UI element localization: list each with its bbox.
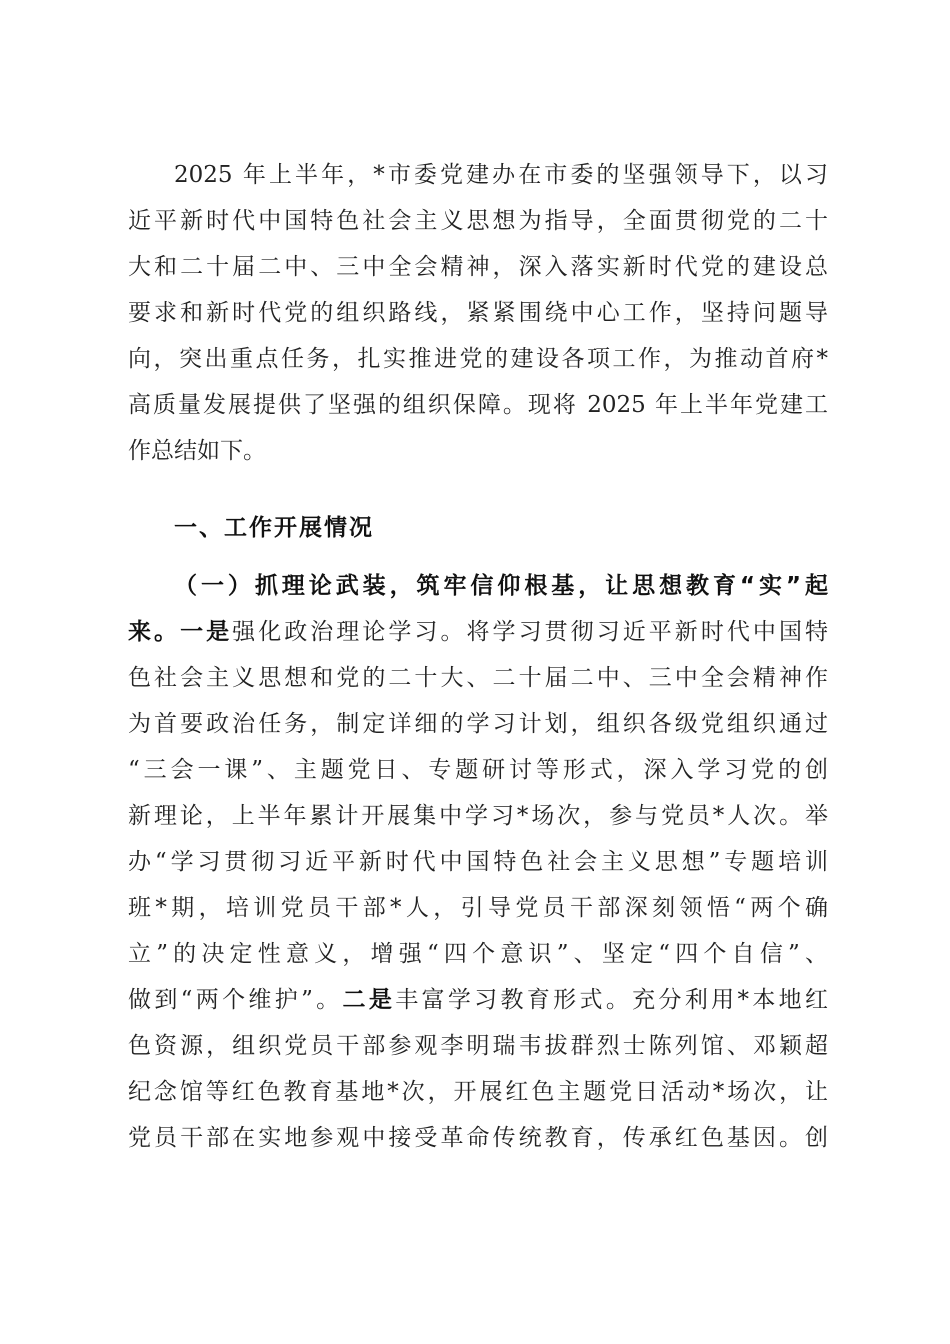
body-line: 办“学习贯彻习近平新时代中国特色社会主义思想”专题培训 xyxy=(128,849,828,875)
body-line: 色社会主义思想和党的二十大、二十届二中、三中全会精神作 xyxy=(128,665,828,691)
body-text: 强化政治理论学习。将学习贯彻习近平新时代中国特 xyxy=(232,619,829,645)
subsection-heading-text: （一）抓理论武装，筑牢信仰根基，让思想教育“实”起 xyxy=(174,573,828,599)
subsection-heading-line xyxy=(174,566,828,606)
intro-line: 高质量发展提供了坚强的组织保障。现将 2025 年上半年党建工 xyxy=(128,392,828,418)
body-line: 为首要政治任务，制定详细的学习计划，组织各级党组织通过 xyxy=(128,711,828,737)
body-line: 纪念馆等红色教育基地*次，开展红色主题党日活动*场次，让 xyxy=(128,1079,828,1105)
body-line: 立”的决定性意义，增强“四个意识”、坚定“四个自信”、 xyxy=(128,941,828,967)
body-text: 做到“两个维护”。 xyxy=(128,987,343,1013)
section-heading: 一、工作开展情况 xyxy=(174,515,374,541)
body-line: 新理论，上半年累计开展集中学习*场次，参与党员*人次。举 xyxy=(128,803,828,829)
intro-line: 近平新时代中国特色社会主义思想为指导，全面贯彻党的二十 xyxy=(128,208,828,234)
body-line: 色资源，组织党员干部参观李明瑞韦拔群烈士陈列馆、邓颖超 xyxy=(128,1033,828,1059)
body-text: 丰富学习教育形式。充分利用*本地红 xyxy=(395,987,829,1013)
intro-line: 作总结如下。 xyxy=(128,438,266,464)
intro-line: 2025 年上半年，*市委党建办在市委的坚强领导下，以习 xyxy=(174,162,828,188)
body-line: 党员干部在实地参观中接受革命传统教育，传承红色基因。创 xyxy=(128,1125,828,1151)
intro-line: 向，突出重点任务，扎实推进党的建设各项工作，为推动首府* xyxy=(128,346,828,372)
item-marker-one: 一是 xyxy=(180,619,233,645)
body-line xyxy=(128,612,828,652)
intro-line: 要求和新时代党的组织路线，紧紧围绕中心工作，坚持问题导 xyxy=(128,300,828,326)
body-line xyxy=(128,980,828,1020)
body-line: “三会一课”、主题党日、专题研讨等形式，深入学习党的创 xyxy=(128,757,828,783)
body-line: 班*期，培训党员干部*人，引导党员干部深刻领悟“两个确 xyxy=(128,895,828,921)
item-marker-two: 二是 xyxy=(342,987,396,1013)
intro-line: 大和二十届二中、三中全会精神，深入落实新时代党的建设总 xyxy=(128,254,828,280)
subsection-heading-end: 来。 xyxy=(128,619,181,645)
